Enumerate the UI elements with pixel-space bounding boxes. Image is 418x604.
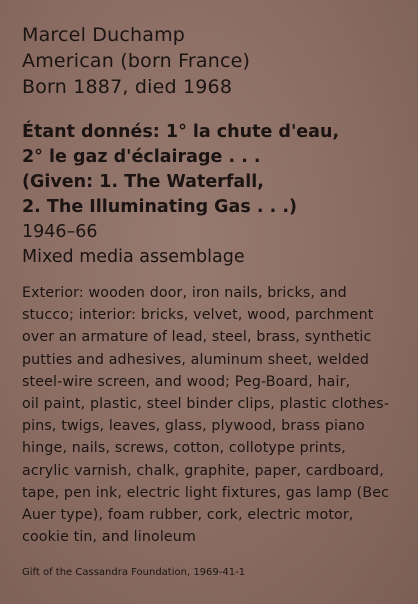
materials-line: cookie tin, and linoleum [22, 529, 196, 546]
artwork-title-line: (Given: 1. The Waterfall, [22, 172, 264, 192]
artwork-title-line: 2. The Illuminating Gas . . .) [22, 197, 297, 217]
artwork-medium: Mixed media assemblage [22, 247, 245, 267]
materials-line: Auer type), foam rubber, cork, electric motor, [22, 507, 354, 524]
materials-line: over an armature of lead, steel, brass, synthetic [22, 329, 372, 346]
materials-line: pins, twigs, leaves, glass, plywood, brass piano [22, 418, 365, 435]
artist-info [22, 22, 404, 100]
materials-line: hinge, nails, screws, cotton, collotype prints, [22, 440, 346, 457]
artist-nationality: American (born France) [22, 50, 251, 72]
materials-line: tape, pen ink, electric light fixtures, gas lamp (Bec [22, 484, 390, 501]
materials-line: acrylic varnish, chalk, graphite, paper, cardboard, [22, 462, 384, 479]
materials-line: oil paint, plastic, steel binder clips, plastic clothes- [22, 396, 390, 413]
materials-line: steel-wire screen, and wood; Peg-Board, hair, [22, 373, 351, 390]
artwork-info [22, 120, 404, 270]
artwork-date: 1946–66 [22, 222, 98, 242]
materials-line: stucco; interior: bricks, velvet, wood, parchment [22, 307, 374, 324]
artwork-title-line: Étant donnés: 1° la chute d'eau, [22, 122, 340, 142]
artist-name: Marcel Duchamp [22, 24, 186, 46]
artist-dates: Born 1887, died 1968 [22, 76, 233, 98]
materials-line: Exterior: wooden door, iron nails, bricks, and [22, 285, 347, 301]
artwork-title-line: 2° le gaz d'éclairage . . . [22, 147, 261, 167]
materials-description [22, 282, 412, 548]
materials-line: putties and adhesives, aluminum sheet, welded [22, 351, 370, 368]
credit-line: Gift of the Cassandra Foundation, 1969-41-1 [22, 567, 246, 579]
